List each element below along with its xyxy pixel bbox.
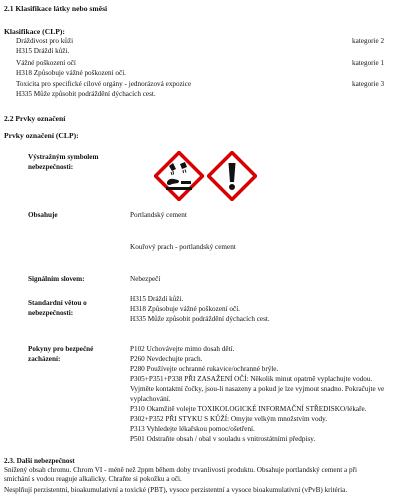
classification-row-left: Dráždivost pro kůži — [16, 37, 74, 45]
classification-clp-title: Klasifikace (CLP): — [4, 27, 65, 36]
signal-word-value: Nebezpečí — [130, 275, 161, 283]
classification-row-left: Toxicita pro specifické cílové orgány - jednorázová expozice — [16, 80, 192, 88]
precaution-statement: P310 Okamžitě volejte TOXIKOLOGICKÉ INFORMAČNÍ STŘEDISKO/lékaře. — [130, 405, 367, 413]
symbol-label: Výstražným symbolem — [28, 153, 99, 161]
section-2-3-text: smíchání s vodou reaguje alkalicky. Chraňte si pokožku a oči. — [4, 475, 182, 483]
classification-row-left: H315 Dráždí kůži. — [16, 47, 70, 55]
section-2-3-heading: 2.3. Další nebezpečnost — [4, 457, 75, 465]
precaution-statement: P305+P351+P338 PŘI ZASAŽENÍ OČÍ: Několik minut opatrně vyplachujte vodou. — [130, 375, 373, 383]
hazard-statement: H335 Může způsobit podráždění dýchacích cest. — [130, 315, 270, 323]
hazard-statements-label: nebezpečnosti: — [28, 309, 74, 317]
precaution-statement: P302+P352 PŘI STYKU S KŮŽÍ: Omyjte velkým množstvím vody. — [130, 415, 328, 423]
precaution-statement: Vyjměte kontaktní čočky, jsou-li nasazeny a pokud je lze vyjmout snadno. Pokračujte ve — [130, 385, 385, 393]
hazard-statements-label: Standardní větou o — [28, 299, 87, 307]
contains-label: Obsahuje — [28, 211, 58, 219]
hazard-statement: H318 Způsobuje vážné poškození očí. — [130, 305, 240, 313]
classification-row-right: kategorie 2 — [352, 37, 385, 45]
classification-row-right: kategorie 1 — [352, 59, 385, 67]
label-elements-clp-title: Prvky označení (CLP): — [4, 131, 79, 140]
exclamation-pictogram-icon — [207, 151, 257, 201]
precaution-statement: P260 Nevdechujte prach. — [130, 355, 203, 363]
corrosion-pictogram-icon — [154, 151, 204, 201]
section-2-2-heading: 2.2 Prvky označení — [4, 114, 66, 123]
precaution-statement: vyplachování. — [130, 395, 171, 403]
section-2-3-text: Snížený obsah chromu. Chrom VI - méně než 2ppm během doby trvanlivosti produktu. Obsahuje portlandský cement a při — [4, 466, 357, 474]
classification-row-left: H335 Může způsobit podráždění dýchacích cest. — [16, 90, 156, 98]
precaution-statement: P102 Uchovávejte mimo dosah dětí. — [130, 345, 235, 353]
signal-word-label: Signálním slovem: — [28, 275, 85, 283]
contains-value: Portlandský cement — [130, 211, 187, 219]
pbt-statement: Nesplňují perzistentní, bioakumulativní a toxické (PBT), vysoce perzistentní a vysoce bioakumulativní (vPvB) kritéria. — [4, 486, 348, 494]
precaution-statement: P313 Vyhledejte lékařskou pomoc/ošetření. — [130, 425, 255, 433]
classification-row-right: kategorie 3 — [352, 80, 385, 88]
symbol-label: nebezpečnosti: — [28, 163, 74, 171]
precaution-label: Pokyny pro bezpečné — [28, 345, 94, 353]
precaution-statement: P501 Odstraňte obsah / obal v souladu s vnitrostátními předpisy. — [130, 435, 316, 443]
hazard-statement: H315 Dráždí kůži. — [130, 295, 184, 303]
classification-row-left: Vážné poškození očí — [16, 59, 76, 67]
precaution-label: zacházení: — [28, 355, 61, 363]
classification-row-left: H318 Způsobuje vážné poškození očí. — [16, 69, 126, 77]
precaution-statement: P280 Používejte ochranné rukavice/ochranné brýle. — [130, 365, 279, 373]
section-2-1-heading: 2.1 Klasifikace látky nebo směsi — [4, 4, 108, 13]
contains-extra: Kouřový prach - portlandský cement — [130, 243, 236, 251]
